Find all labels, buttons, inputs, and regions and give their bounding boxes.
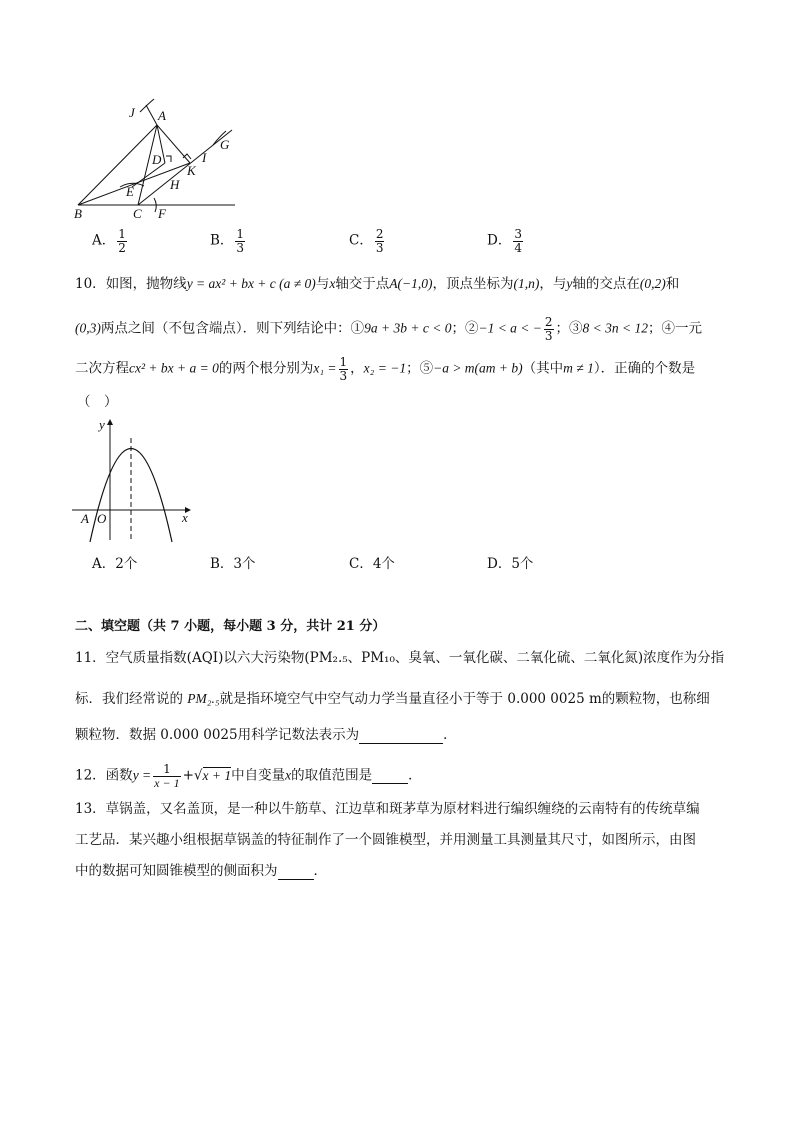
label-J: J [129, 105, 135, 120]
section-2-heading: 二、填空题（共 7 小题，每小题 3 分，共计 21 分） [75, 619, 386, 634]
sqrt-symbol: √ [193, 767, 203, 784]
label-F: F [158, 206, 166, 221]
graph-label-y: y [99, 417, 105, 432]
q10-option-a[interactable]: A．2个 [92, 556, 138, 572]
line-CG [138, 130, 232, 205]
label-I: I [202, 150, 207, 165]
line-JA [146, 105, 157, 125]
q10-line-3: 二次方程cx² + bx + a = 0的两个根分别为x₁ = $\frac{1}{3}$ ，x₂ = −1；⑤−a > m(am + b)（其中m ≠ 1）．正确的个数是 [75, 355, 696, 383]
q10-line-2: (0,3)两点之间（不包含端点）．则下列结论中：①9a + 3b + c < 0；②−1 < a < − $\frac{2}{3}$ ；③8 < 3n < 12；④一元 [75, 315, 703, 343]
q13-answer-blank[interactable] [278, 865, 314, 880]
graph-label-A: A [81, 511, 89, 526]
q11-line-1: 11．空气质量指数(AQI)以六大污染物(PM₂.₅、PM₁₀、臭氧、一氧化碳、二氧化硫、二氧化氮)浓度作为分指 [75, 650, 725, 666]
right-angle-K [183, 154, 191, 159]
q13-line-2: 工艺品．某兴趣小组根据草锅盖的特征制作了一个圆锥模型，并用测量工具测量其尺寸，如图所示，由图 [75, 832, 696, 848]
graph-label-x: x [182, 510, 188, 525]
right-angle-D [166, 156, 171, 162]
label-K: K [187, 163, 196, 178]
q12-answer-blank[interactable] [372, 770, 408, 785]
label-G: G [220, 137, 230, 152]
q10-option-d[interactable]: D．5个 [487, 556, 534, 572]
q11-answer-blank[interactable] [359, 729, 443, 744]
q10-line-1: 10．如图，抛物线y = ax² + bx + c (a ≠ 0)与x轴交于点A(−1,0)，顶点坐标为(1,n)，与y轴的交点在(0,2)和 [75, 276, 680, 292]
q11-line-2: 标．我们经常说的 PM₂.₅就是指环境空气中空气动力学当量直径小于等于 0.000 0025 m的颗粒物，也称细 [75, 691, 710, 707]
q10-parabola-graph [70, 414, 200, 544]
graph-label-O: O [97, 511, 107, 526]
q10-option-b[interactable]: B．3个 [210, 556, 256, 572]
q13-line-1: 13．草锅盖，又名盖顶，是一种以牛筋草、江边草和斑茅草为原材料进行编织缠绕的云南特有的传统草编 [75, 801, 700, 817]
label-D: D [152, 152, 162, 167]
label-H: H [170, 177, 180, 192]
q10-option-c[interactable]: C．4个 [349, 556, 395, 572]
label-E: E [126, 184, 134, 199]
arc-J [140, 99, 154, 112]
label-C: C [133, 206, 142, 221]
q9-option-c[interactable]: C． $\frac{2}{3}$ [349, 227, 384, 255]
segment-BA [78, 125, 157, 205]
label-B: B [74, 206, 82, 221]
q10-answer-paren: （ ） [77, 394, 118, 410]
q12-line: 12．函数y = $\frac{1}{x - 1}$ +√x + 1中自变量x的取值范围是 ． [75, 762, 422, 790]
q11-line-3: 颗粒物．数据 0.000 0025用科学记数法表示为 ． [75, 727, 457, 743]
q13-line-3: 中的数据可知圆锥模型的侧面积为 ． [75, 863, 327, 879]
q9-option-a[interactable]: A． $\frac{1}{2}$ [92, 227, 126, 255]
segment-AK [157, 125, 190, 163]
label-A: A [158, 108, 166, 123]
q9-option-b[interactable]: B． $\frac{1}{3}$ [210, 227, 245, 255]
q9-geometry-figure [68, 96, 248, 224]
q9-option-d[interactable]: D． $\frac{3}{4}$ [487, 227, 522, 255]
